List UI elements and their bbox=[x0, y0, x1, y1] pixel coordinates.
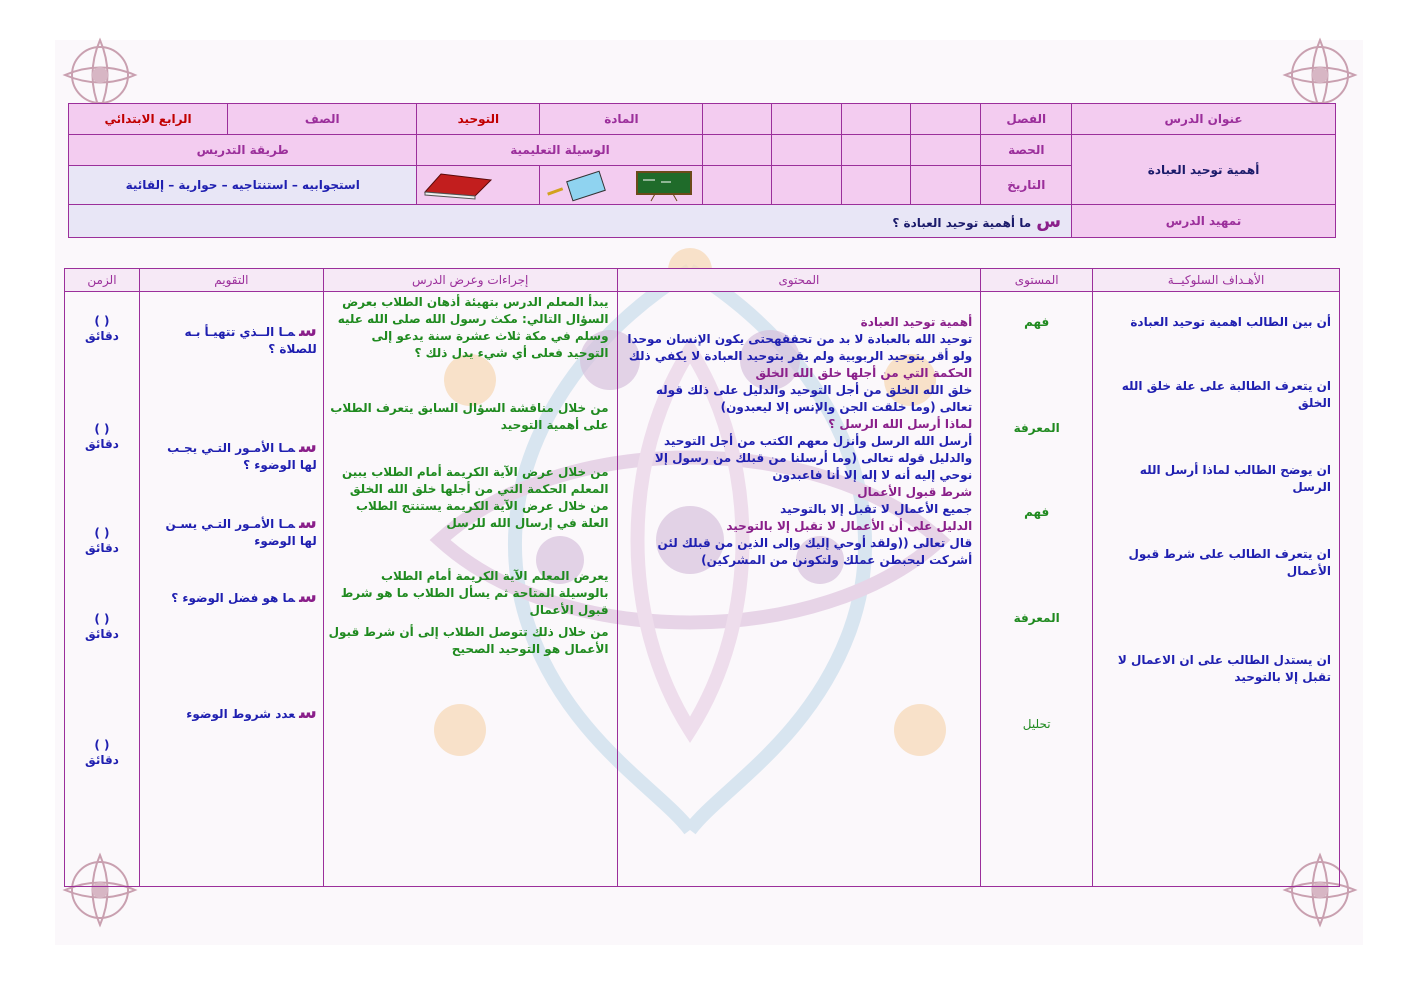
level-value: المعرفة bbox=[1013, 611, 1060, 625]
content-column-header: المحتوى bbox=[617, 269, 981, 292]
lesson-title-value: أهمية توحيد العبادة bbox=[1072, 135, 1336, 205]
lesson-intro-label: تمهيد الدرس bbox=[1072, 205, 1336, 238]
time-slot: ( ) دقائق bbox=[85, 738, 119, 767]
empty-cell bbox=[703, 166, 771, 205]
semester-label: الفصل bbox=[981, 104, 1072, 135]
empty-cell bbox=[910, 166, 981, 205]
time-column-header: الزمن bbox=[65, 269, 140, 292]
teaching-aid-label: الوسيلة التعليمية bbox=[417, 135, 703, 166]
content-line: قال تعالى ((ولقد أوحي إليك وإلى الذين من قبلك لئن أشركت ليحبطن عملك ولتكونن من المشركين) bbox=[657, 536, 973, 567]
empty-cell bbox=[842, 166, 910, 205]
procedure-step: يعرض المعلم الآية الكريمة أمام الطلاب بالوسيلة المتاحة ثم يسأل الطلاب ما هو شرط قبول الأعمال bbox=[340, 569, 609, 617]
empty-cell bbox=[771, 104, 842, 135]
evaluation-question: سمـا الأمـور التـي يسـن لها الوضوء bbox=[165, 512, 317, 548]
objective-item: ان يتعرف الطالبة على علة خلق الله الخلق bbox=[1121, 379, 1331, 410]
level-value: تحليل bbox=[1022, 717, 1051, 731]
content-column bbox=[617, 292, 981, 887]
objective-item: ان يستدل الطالب على ان الاعمال لا تقبل إلا بالتوحيد bbox=[1117, 653, 1331, 684]
content-line: شرط قبول الأعمال bbox=[857, 485, 973, 499]
content-line: الدليل على أن الأعمال لا تقبل إلا بالتوحيد bbox=[726, 519, 973, 533]
objective-item: ان يوضح الطالب لماذا أرسل الله الرسل bbox=[1139, 463, 1331, 494]
evaluation-question: سمـا الــذي تتهيـأ بـه للصلاة ؟ bbox=[184, 320, 317, 356]
content-line: أرسل الله الرسل وأنزل معهم الكتب من أجل التوحيد والدليل قوله تعالى (وما أرسلنا من قبلك من رسول إلا نوحي إليه أنه لا إله إلا أنا فاعبدون bbox=[654, 434, 973, 482]
time-slot: ( ) دقائق bbox=[85, 612, 119, 641]
question-symbol: س bbox=[1036, 210, 1062, 232]
teaching-methods-value: استجوابيه – استنتاجيه – حوارية – إلقائية bbox=[69, 166, 417, 205]
evaluation-column-header: التقويم bbox=[139, 269, 323, 292]
empty-cell bbox=[771, 135, 842, 166]
grade-label: الصف bbox=[228, 104, 417, 135]
level-value: فهم bbox=[1024, 315, 1050, 329]
content-line: جميع الأعمال لا تقبل إلا بالتوحيد bbox=[780, 502, 973, 516]
evaluation-column bbox=[139, 292, 323, 887]
period-label: الحصة bbox=[981, 135, 1072, 166]
level-value: المعرفة bbox=[1013, 421, 1060, 435]
content-line: توحيد الله بالعبادة لا بد من تحققهحتى يكون الإنسان موحدا ولو أقر بتوحيد الربوبية ولم يقر بتوحيد العبادة لا يكفي ذلك bbox=[627, 332, 973, 363]
procedures-column bbox=[323, 292, 617, 887]
teaching-method-label: طريقة التدريس bbox=[69, 135, 417, 166]
objective-item: أن بين الطالب اهمية توحيد العبادة bbox=[1130, 315, 1331, 329]
time-column bbox=[65, 292, 140, 887]
content-list bbox=[622, 314, 972, 569]
lesson-header-table bbox=[68, 103, 1336, 238]
procedure-step: يبدأ المعلم الدرس بتهيئة أذهان الطلاب بعرض السؤال التالي: مكث رسول الله صلى الله عليه وسلم في مكة ثلاث عشرة سنة يدعو إلى التوحيد فعلى أي شيء يدل ذلك ؟ bbox=[337, 295, 609, 360]
objective-item: ان يتعرف الطالب على شرط قبول الأعمال bbox=[1128, 547, 1331, 578]
level-value: فهم bbox=[1024, 505, 1050, 519]
time-slot: ( ) دقائق bbox=[85, 314, 119, 343]
teaching-aids-icon bbox=[540, 166, 703, 205]
empty-cell bbox=[910, 104, 981, 135]
grade-value: الرابع الابتدائي bbox=[69, 104, 228, 135]
procedures-column-header: إجراءات وعرض الدرس bbox=[323, 269, 617, 292]
evaluation-question: سعدد شروط الوضوء bbox=[186, 702, 317, 723]
book-icon bbox=[417, 166, 540, 205]
level-column bbox=[981, 292, 1093, 887]
date-label: التاريخ bbox=[981, 166, 1072, 205]
evaluation-question: سما هو فضل الوضوء ؟ bbox=[171, 586, 317, 607]
empty-cell bbox=[842, 104, 910, 135]
empty-cell bbox=[842, 135, 910, 166]
procedure-step: من خلال ذلك تتوصل الطلاب إلى أن شرط قبول الأعمال هو التوحيد الصحيح bbox=[328, 625, 609, 656]
procedure-step: من خلال عرض الآية الكريمة أمام الطلاب يبين المعلم الحكمة التي من أجلها خلق الله الخلق من خلال عرض الآية الكريمة يستنتج الطلاب العلة في إرسال الله للرسل bbox=[341, 465, 609, 530]
evaluation-question: سمـا الأمـور التـي يجـب لها الوضوء ؟ bbox=[167, 436, 317, 472]
content-line: الحكمة التي من أجلها خلق الله الخلق bbox=[755, 366, 973, 380]
time-slot: ( ) دقائق bbox=[85, 526, 119, 555]
blackboard-icon bbox=[633, 168, 695, 202]
empty-cell bbox=[703, 135, 771, 166]
content-line: لماذا أرسل الله الرسل ؟ bbox=[828, 417, 973, 431]
content-line: أهمية توحيد العبادة bbox=[860, 315, 973, 329]
subject-label: المادة bbox=[540, 104, 703, 135]
subject-value: التوحيد bbox=[417, 104, 540, 135]
intro-question-text: ما أهمية توحيد العبادة ؟ bbox=[892, 215, 1032, 230]
level-column-header: المستوى bbox=[981, 269, 1093, 292]
empty-cell bbox=[771, 166, 842, 205]
lesson-intro-question bbox=[69, 205, 1072, 238]
empty-cell bbox=[703, 104, 771, 135]
lesson-plan-table bbox=[64, 268, 1340, 887]
procedure-step: من خلال مناقشة السؤال السابق يتعرف الطلاب على أهمية التوحيد bbox=[330, 401, 609, 432]
objectives-column-header: الأهـداف السلوكيــة bbox=[1093, 269, 1340, 292]
content-line: خلق الله الخلق من أجل التوحيد والدليل على ذلك قوله تعالى (وما خلقت الجن والإنس إلا ليعبدون) bbox=[655, 383, 973, 414]
lesson-title-label: عنوان الدرس bbox=[1072, 104, 1336, 135]
empty-cell bbox=[910, 135, 981, 166]
objectives-column bbox=[1093, 292, 1340, 887]
time-slot: ( ) دقائق bbox=[85, 422, 119, 451]
